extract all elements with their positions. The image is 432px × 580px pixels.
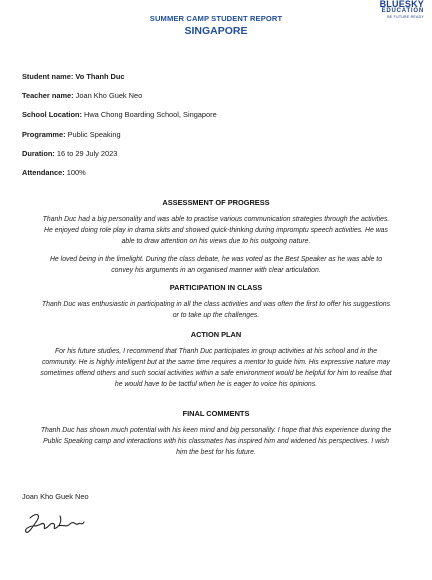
assessment-title: ASSESSMENT OF PROGRESS — [162, 198, 270, 207]
student-info — [22, 72, 217, 187]
logo-tagline: BE FUTURE READY — [387, 15, 424, 19]
logo-brand: BLUESKY — [379, 0, 424, 9]
logo-brand-line2: EDUCATION — [381, 8, 424, 14]
report-location: SINGAPORE — [184, 25, 248, 37]
handwritten-signature — [22, 508, 102, 538]
assessment-paragraph-2: He loved being in the limelight. During the class debate, he was voted as the Best Speaker as he was able to convey his arguments in an organised manner with clear articulation. — [49, 256, 383, 274]
participation-paragraph: Thanh Duc was enthusiastic in participating in all the class activities and was often the first to offer his suggestions or to take up the challenges. — [41, 301, 391, 319]
participation-title: PARTICIPATION IN CLASS — [169, 283, 263, 292]
info-programme: Programme: Public Speaking — [22, 129, 121, 139]
info-student-name: Student name: Vo Thanh Duc — [22, 72, 125, 81]
info-school-location: School Location: Hwa Chong Boarding School, Singapore — [22, 110, 217, 120]
signoff-name: Joan Kho Guek Neo — [22, 492, 89, 501]
action-plan-paragraph: For his future studies, I recommend that Thanh Duc participates in group activities at his school and in the community. He is highly intelligent but at the same time requires a mentor to guide him. His expressive nature may sometimes offend others and such social activities within a safe environment would be helpful for him to realise that he would have to be tactful when he is eager to voice his opinions. — [40, 348, 392, 388]
final-comments-title: FINAL COMMENTS — [182, 409, 250, 418]
report-title: SUMMER CAMP STUDENT REPORT — [149, 14, 283, 23]
info-attendance: Attendance: 100% — [22, 167, 86, 177]
assessment-paragraph-1: Thanh Duc had a big personality and was able to practise various communication strategies through the activities. He enjoyed doing role play in drama skits and showed quick-thinking during impromptu speech activities. He was able to draw attention on his views due to his outgoing nature. — [42, 216, 390, 245]
action-plan-title: ACTION PLAN — [190, 330, 242, 339]
final-comments-paragraph: Thanh Duc has shown much potential with his keen mind and big personality. I hope that this experience during the Public Speaking camp and interactions with his classmates has inspired him and widened his perspectives. I wish him the best for his future. — [40, 427, 392, 456]
info-teacher-name: Teacher name: Joan Kho Guek Neo — [22, 91, 143, 101]
info-duration: Duration: 16 to 29 July 2023 — [22, 148, 118, 158]
